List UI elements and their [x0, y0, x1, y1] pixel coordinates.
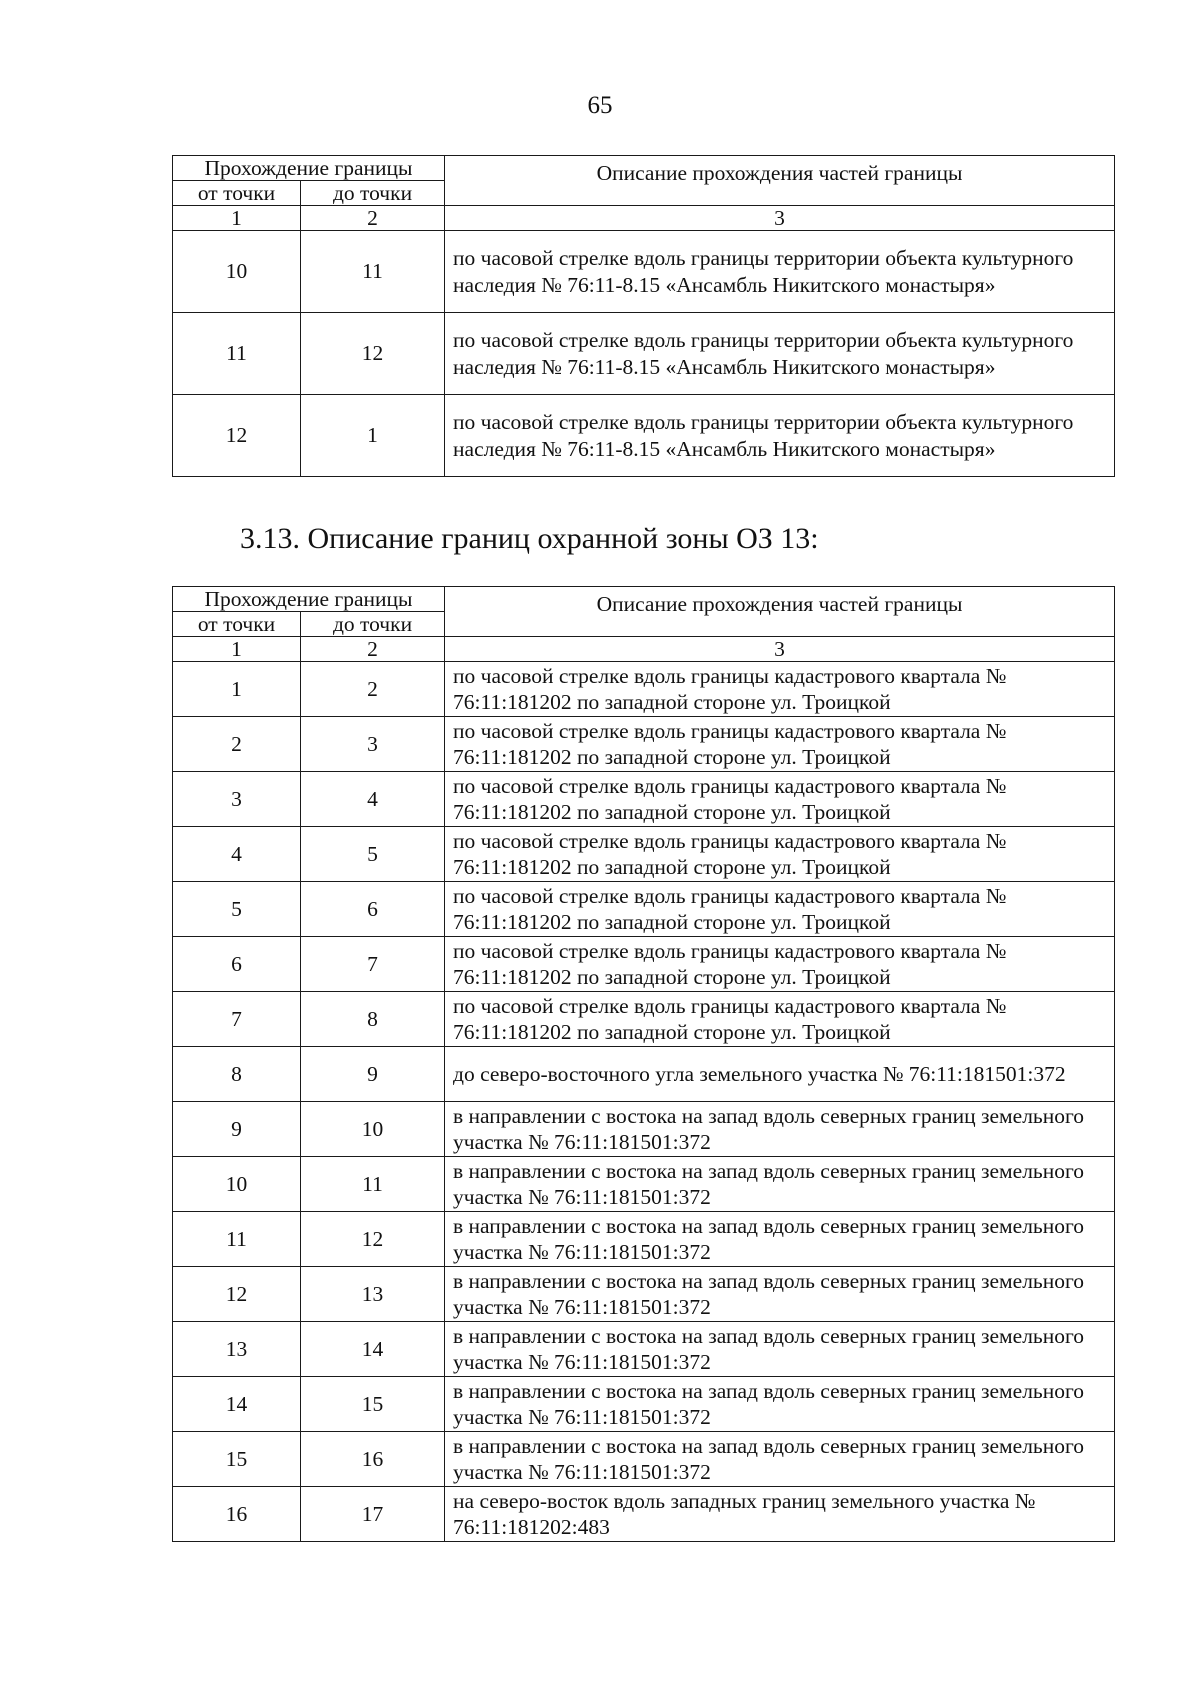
table-row: [173, 827, 1115, 882]
table-row: [173, 395, 1115, 477]
header-to-point: до точки: [301, 612, 445, 637]
header-from-point: от точки: [173, 612, 301, 637]
cell-description: в направлении с востока на запад вдоль северных границ земельного участка № 76:11:181501:372: [445, 1102, 1115, 1157]
cell-from-point: 3: [173, 772, 301, 827]
cell-to-point: 17: [301, 1487, 445, 1542]
table-row: [173, 1047, 1115, 1102]
cell-to-point: 10: [301, 1102, 445, 1157]
cell-description: на северо-восток вдоль западных границ земельного участка № 76:11:181202:483: [445, 1487, 1115, 1542]
boundary-table-top: [172, 155, 1115, 477]
cell-to-point: 11: [301, 1157, 445, 1212]
table-row: [173, 772, 1115, 827]
table-row: [173, 1267, 1115, 1322]
header-passage: Прохождение границы: [173, 587, 445, 612]
cell-to-point: 13: [301, 1267, 445, 1322]
cell-from-point: 10: [173, 231, 301, 313]
cell-from-point: 15: [173, 1432, 301, 1487]
cell-description: по часовой стрелке вдоль границы кадастрового квартала № 76:11:181202 по западной стороне ул. Троицкой: [445, 827, 1115, 882]
cell-description: в направлении с востока на запад вдоль северных границ земельного участка № 76:11:181501:372: [445, 1432, 1115, 1487]
cell-to-point: 14: [301, 1322, 445, 1377]
cell-to-point: 9: [301, 1047, 445, 1102]
cell-to-point: 1: [301, 395, 445, 477]
table-row: [173, 1487, 1115, 1542]
cell-from-point: 13: [173, 1322, 301, 1377]
header-description: Описание прохождения частей границы: [445, 156, 1115, 206]
cell-to-point: 16: [301, 1432, 445, 1487]
cell-to-point: 12: [301, 313, 445, 395]
cell-description: в направлении с востока на запад вдоль северных границ земельного участка № 76:11:181501:372: [445, 1377, 1115, 1432]
section-heading: 3.13. Описание границ охранной зоны ОЗ 13:: [240, 522, 819, 555]
page-number: 65: [587, 92, 613, 119]
cell-to-point: 8: [301, 992, 445, 1047]
cell-description: в направлении с востока на запад вдоль северных границ земельного участка № 76:11:181501:372: [445, 1212, 1115, 1267]
cell-to-point: 12: [301, 1212, 445, 1267]
cell-from-point: 6: [173, 937, 301, 992]
boundary-table-oz13: [172, 586, 1115, 1542]
cell-from-point: 12: [173, 1267, 301, 1322]
cell-to-point: 3: [301, 717, 445, 772]
table-row: [173, 1432, 1115, 1487]
cell-description: по часовой стрелке вдоль границы территории объекта культурного наследия № 76:11-8.15 «Ансамбль Никитского монастыря»: [445, 395, 1115, 477]
header-to-point: до точки: [301, 181, 445, 206]
cell-from-point: 11: [173, 313, 301, 395]
cell-description: по часовой стрелке вдоль границы кадастрового квартала № 76:11:181202 по западной стороне ул. Троицкой: [445, 882, 1115, 937]
cell-to-point: 15: [301, 1377, 445, 1432]
header-description: Описание прохождения частей границы: [445, 587, 1115, 637]
column-number-row: [173, 637, 1115, 662]
table-row: [173, 231, 1115, 313]
table-row: [173, 1157, 1115, 1212]
cell-to-point: 4: [301, 772, 445, 827]
table-row: [173, 1212, 1115, 1267]
table-header-row: [173, 587, 1115, 612]
cell-from-point: 11: [173, 1212, 301, 1267]
cell-description: по часовой стрелке вдоль границы территории объекта культурного наследия № 76:11-8.15 «Ансамбль Никитского монастыря»: [445, 231, 1115, 313]
cell-from-point: 7: [173, 992, 301, 1047]
column-number-1: 1: [173, 206, 301, 231]
table-row: [173, 937, 1115, 992]
column-number-2: 2: [301, 637, 445, 662]
cell-from-point: 12: [173, 395, 301, 477]
cell-description: до северо-восточного угла земельного участка № 76:11:181501:372: [445, 1047, 1115, 1102]
cell-from-point: 16: [173, 1487, 301, 1542]
column-number-row: [173, 206, 1115, 231]
cell-description: по часовой стрелке вдоль границы кадастрового квартала № 76:11:181202 по западной стороне ул. Троицкой: [445, 717, 1115, 772]
cell-description: по часовой стрелке вдоль границы кадастрового квартала № 76:11:181202 по западной стороне ул. Троицкой: [445, 937, 1115, 992]
cell-to-point: 6: [301, 882, 445, 937]
cell-from-point: 1: [173, 662, 301, 717]
cell-description: по часовой стрелке вдоль границы кадастрового квартала № 76:11:181202 по западной стороне ул. Троицкой: [445, 662, 1115, 717]
cell-description: в направлении с востока на запад вдоль северных границ земельного участка № 76:11:181501:372: [445, 1322, 1115, 1377]
cell-description: по часовой стрелке вдоль границы кадастрового квартала № 76:11:181202 по западной стороне ул. Троицкой: [445, 772, 1115, 827]
table-row: [173, 662, 1115, 717]
cell-to-point: 5: [301, 827, 445, 882]
cell-from-point: 8: [173, 1047, 301, 1102]
header-from-point: от точки: [173, 181, 301, 206]
cell-to-point: 7: [301, 937, 445, 992]
table-row: [173, 882, 1115, 937]
table-row: [173, 992, 1115, 1047]
table-row: [173, 1377, 1115, 1432]
cell-from-point: 2: [173, 717, 301, 772]
table-header-row: [173, 156, 1115, 181]
cell-description: по часовой стрелке вдоль границы территории объекта культурного наследия № 76:11-8.15 «Ансамбль Никитского монастыря»: [445, 313, 1115, 395]
cell-from-point: 14: [173, 1377, 301, 1432]
cell-from-point: 10: [173, 1157, 301, 1212]
header-passage: Прохождение границы: [173, 156, 445, 181]
cell-to-point: 11: [301, 231, 445, 313]
cell-description: по часовой стрелке вдоль границы кадастрового квартала № 76:11:181202 по западной стороне ул. Троицкой: [445, 992, 1115, 1047]
table-row: [173, 1322, 1115, 1377]
column-number-1: 1: [173, 637, 301, 662]
cell-from-point: 9: [173, 1102, 301, 1157]
cell-from-point: 4: [173, 827, 301, 882]
column-number-3: 3: [445, 637, 1115, 662]
table-row: [173, 313, 1115, 395]
table-row: [173, 1102, 1115, 1157]
cell-from-point: 5: [173, 882, 301, 937]
cell-description: в направлении с востока на запад вдоль северных границ земельного участка № 76:11:181501:372: [445, 1157, 1115, 1212]
column-number-3: 3: [445, 206, 1115, 231]
table-row: [173, 717, 1115, 772]
cell-to-point: 2: [301, 662, 445, 717]
column-number-2: 2: [301, 206, 445, 231]
cell-description: в направлении с востока на запад вдоль северных границ земельного участка № 76:11:181501:372: [445, 1267, 1115, 1322]
